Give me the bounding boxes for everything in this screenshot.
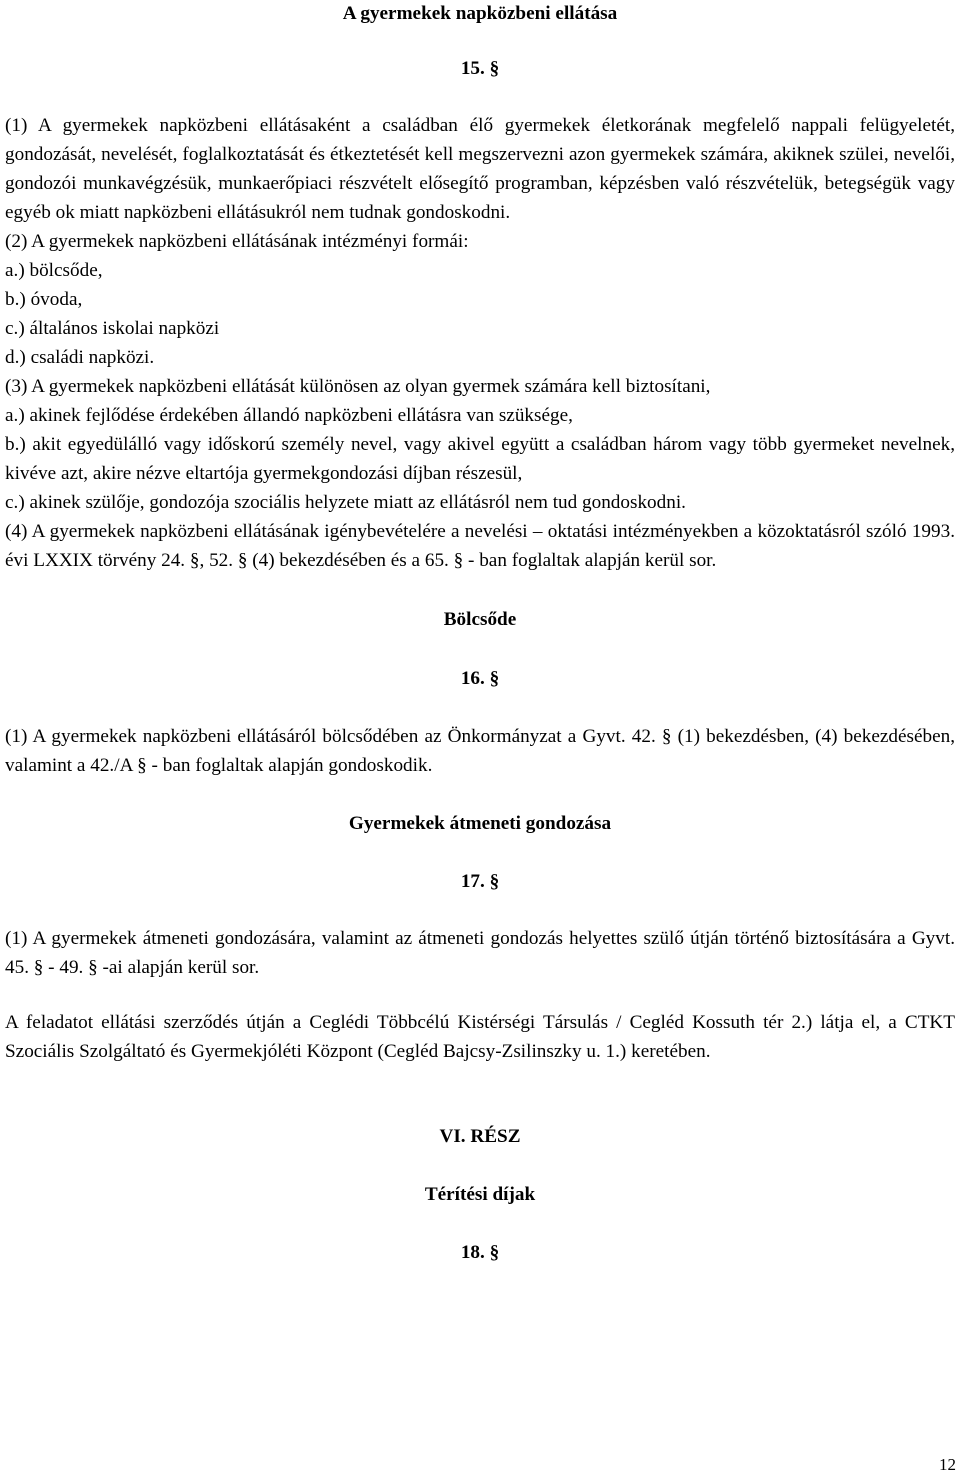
section-15-paragraph-1: (1) A gyermekek napközbeni ellátásaként a családban élő gyermekek életkorának megfelelő nappali felügyeletét, gondozását, nevelését, foglalkoztatását és étkeztetését kell megszervezni azon gyermekek számára, akiknek szülei, nevelői, gondozói munkavégzésük, munkaerőpiaci részvételt elősegítő programban, képzésben való részvételük, betegségük vagy egyéb ok miatt napközbeni ellátásukról nem tudnak gondoskodni. bbox=[5, 115, 955, 223]
list-item: a.) akinek fejlődése érdekében állandó napközbeni ellátásra van szüksége, bbox=[5, 405, 573, 426]
section-15-paragraph-2: (2) A gyermekek napközbeni ellátásának intézményi formái: bbox=[5, 231, 469, 252]
page-number: 12 bbox=[939, 1455, 956, 1474]
section-15-paragraph-4: (4) A gyermekek napközbeni ellátásának igénybevételére a nevelési – oktatási intézményekben a közoktatásról szóló 1993. évi LXXIX törvény 24. §, 52. § (4) bekezdésében és a 65. § - ban foglaltak alapján kerül sor. bbox=[5, 521, 955, 571]
atmeneti-title: Gyermekek átmeneti gondozása bbox=[348, 813, 612, 834]
section-16-number: 16. § bbox=[460, 668, 500, 689]
list-item: c.) általános iskolai napközi bbox=[5, 318, 220, 339]
section-15-paragraph-3: (3) A gyermekek napközbeni ellátását különösen az olyan gyermek számára kell biztosítani, bbox=[5, 376, 711, 397]
chapter-title: A gyermekek napközbeni ellátása bbox=[342, 3, 618, 24]
part-subtitle: Térítési díjak bbox=[424, 1184, 536, 1205]
section-16-paragraph-1: (1) A gyermekek napközbeni ellátásáról bölcsődében az Önkormányzat a Gyvt. 42. § (1) bekezdésben, (4) bekezdésében, valamint a 42./A § - ban foglaltak alapján gondoskodik. bbox=[5, 726, 955, 776]
section-17-paragraph-1: (1) A gyermekek átmeneti gondozására, valamint az átmeneti gondozás helyettes szülő útján történő biztosítására a Gyvt. 45. § - 49. § -ai alapján kerül sor. bbox=[5, 928, 955, 978]
list-item: a.) bölcsőde, bbox=[5, 260, 103, 281]
part-title: VI. RÉSZ bbox=[439, 1126, 521, 1147]
section-18-number: 18. § bbox=[460, 1242, 500, 1263]
list-item: c.) akinek szülője, gondozója szociális helyzete miatt az ellátásról nem tud gondoskodni. bbox=[5, 492, 686, 513]
list-item: d.) családi napközi. bbox=[5, 347, 155, 368]
list-item: b.) óvoda, bbox=[5, 289, 83, 310]
list-item: b.) akit egyedülálló vagy időskorú személy nevel, vagy akivel együtt a családban három vagy több gyermeket nevelnek, kivéve azt, akire nézve eltartója gyermekgondozási díjban részesül, bbox=[5, 434, 955, 484]
bolcsode-title: Bölcsőde bbox=[443, 609, 517, 630]
section-17-paragraph-2: A feladatot ellátási szerződés útján a Ceglédi Többcélú Kistérségi Társulás / Cegléd Kossuth tér 2.) látja el, a CTKT Szociális Szolgáltató és Gyermekjóléti Központ (Cegléd Bajcsy-Zsilinszky u. 1.) keretében. bbox=[5, 1012, 955, 1062]
document-page bbox=[5, 0, 955, 1267]
section-17-number: 17. § bbox=[460, 871, 500, 892]
section-15-number: 15. § bbox=[460, 58, 500, 79]
